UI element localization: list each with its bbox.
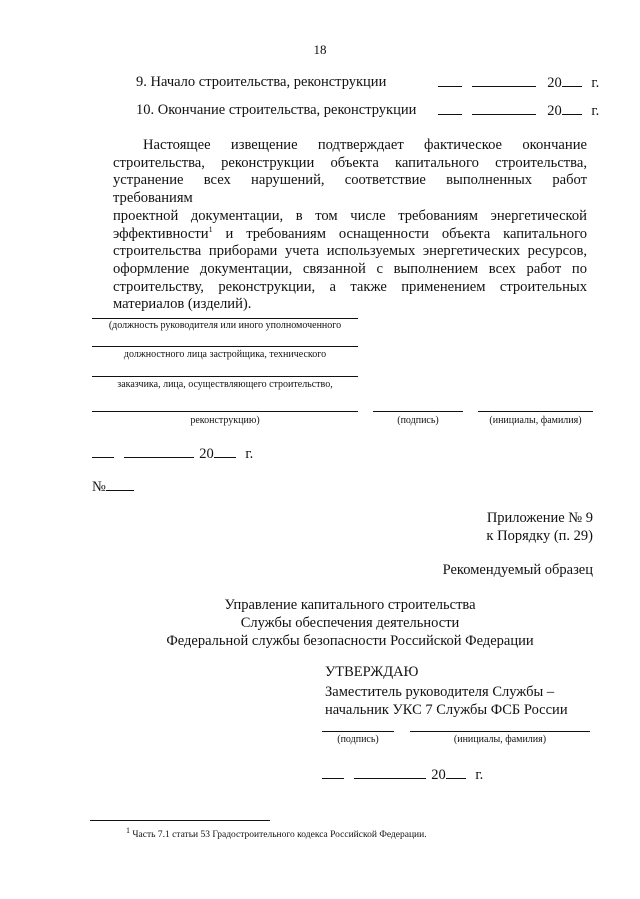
- month-blank: [472, 74, 536, 87]
- footnote-separator: [90, 820, 270, 821]
- year-prefix: 20: [199, 446, 214, 462]
- paragraph-line: строительства, реконструкции объекта капитального строительства,: [113, 154, 587, 171]
- year-suffix: г.: [591, 103, 600, 119]
- signature-line: [373, 411, 463, 412]
- notice-paragraph: [113, 137, 587, 314]
- year-blank: [562, 74, 582, 87]
- month-blank: [472, 102, 536, 115]
- paragraph-line: Настоящее извещение подтверждает фактическое окончание: [143, 137, 587, 153]
- day-blank: [438, 74, 462, 87]
- page-number: 18: [313, 42, 327, 57]
- number-label: №: [92, 479, 106, 495]
- paragraph-line: строительства приборами учета используемых энергетических ресурсов,: [113, 243, 587, 260]
- construction-end-date: [438, 102, 599, 120]
- construction-start-field: [136, 74, 386, 91]
- position-line: [92, 376, 358, 377]
- approval-position-line: начальник УКС 7 Службы ФСБ России: [325, 702, 568, 718]
- year-suffix: г.: [591, 75, 600, 91]
- recommended-sample: Рекомендуемый образец: [442, 562, 593, 578]
- position-line: [92, 318, 358, 319]
- organization-line: Федеральной службы безопасности Российской Федерации: [166, 633, 534, 649]
- construction-start-date: [438, 74, 599, 92]
- signature-date: [92, 445, 253, 463]
- month-blank: [354, 766, 426, 779]
- paragraph-line: строительству, реконструкции, а также применением строительных: [113, 278, 587, 295]
- signature-caption: (подпись): [397, 415, 439, 426]
- construction-end-label: 10. Окончание строительства, реконструкции: [136, 102, 417, 118]
- footnote-mark: 1: [126, 825, 130, 835]
- footnote-text: Часть 7.1 статьи 53 Градостроительного кодекса Российской Федерации.: [132, 830, 427, 840]
- approval-heading: УТВЕРЖДАЮ: [325, 664, 419, 680]
- year-suffix: г.: [245, 446, 254, 462]
- appendix-title: Приложение № 9: [486, 510, 593, 526]
- organization-line: Службы обеспечения деятельности: [240, 615, 460, 631]
- approval-signature-caption: (подпись): [337, 734, 379, 745]
- position-caption: должностного лица застройщика, технического: [123, 349, 327, 360]
- organization-line: Управление капитального строительства: [224, 597, 476, 613]
- paragraph-line: [113, 226, 587, 244]
- approval-position-line: Заместитель руководителя Службы –: [325, 684, 555, 700]
- paragraph-line: оформление документации, связанной с выполнением всех работ по: [113, 260, 587, 277]
- position-line: [92, 346, 358, 347]
- position-caption: реконструкцию): [190, 415, 260, 426]
- year-prefix: 20: [547, 103, 562, 119]
- approval-name-caption: (инициалы, фамилия): [453, 734, 547, 745]
- number-blank: [106, 478, 134, 491]
- name-line: [478, 411, 593, 412]
- year-blank: [562, 102, 582, 115]
- footnote-reference: 1: [208, 224, 213, 234]
- footnote: [126, 825, 427, 840]
- appendix-reference: к Порядку (п. 29): [486, 528, 593, 544]
- position-caption: заказчика, лица, осуществляющего строительство,: [117, 379, 333, 390]
- day-blank: [92, 445, 114, 458]
- month-blank: [124, 445, 194, 458]
- construction-end-field: [136, 102, 416, 119]
- year-suffix: г.: [475, 767, 484, 783]
- day-blank: [322, 766, 344, 779]
- year-prefix: 20: [431, 767, 446, 783]
- year-prefix: 20: [547, 75, 562, 91]
- construction-start-label: 9. Начало строительства, реконструкции: [136, 74, 387, 90]
- paragraph-line: проектной документации, в том числе требованиям энергетической: [113, 207, 587, 224]
- position-line: [92, 411, 358, 412]
- paragraph-line: материалов (изделий).: [113, 296, 252, 313]
- name-caption: (инициалы, фамилия): [489, 415, 582, 426]
- year-blank: [214, 445, 236, 458]
- document-number: [92, 478, 134, 496]
- approval-signature-line: [322, 731, 394, 732]
- organization-name: [0, 596, 640, 650]
- year-blank: [446, 766, 466, 779]
- paragraph-line: устранение всех нарушений, соответствие выполненных работ требованиям: [113, 172, 587, 207]
- paragraph-text: и требованиям оснащенности объекта капитального: [212, 225, 587, 242]
- position-caption: (должность руководителя или иного уполномоченного: [108, 320, 342, 331]
- approval-date: [322, 766, 483, 784]
- approval-name-line: [410, 731, 590, 732]
- day-blank: [438, 102, 462, 115]
- paragraph-word: эффективности: [113, 225, 209, 242]
